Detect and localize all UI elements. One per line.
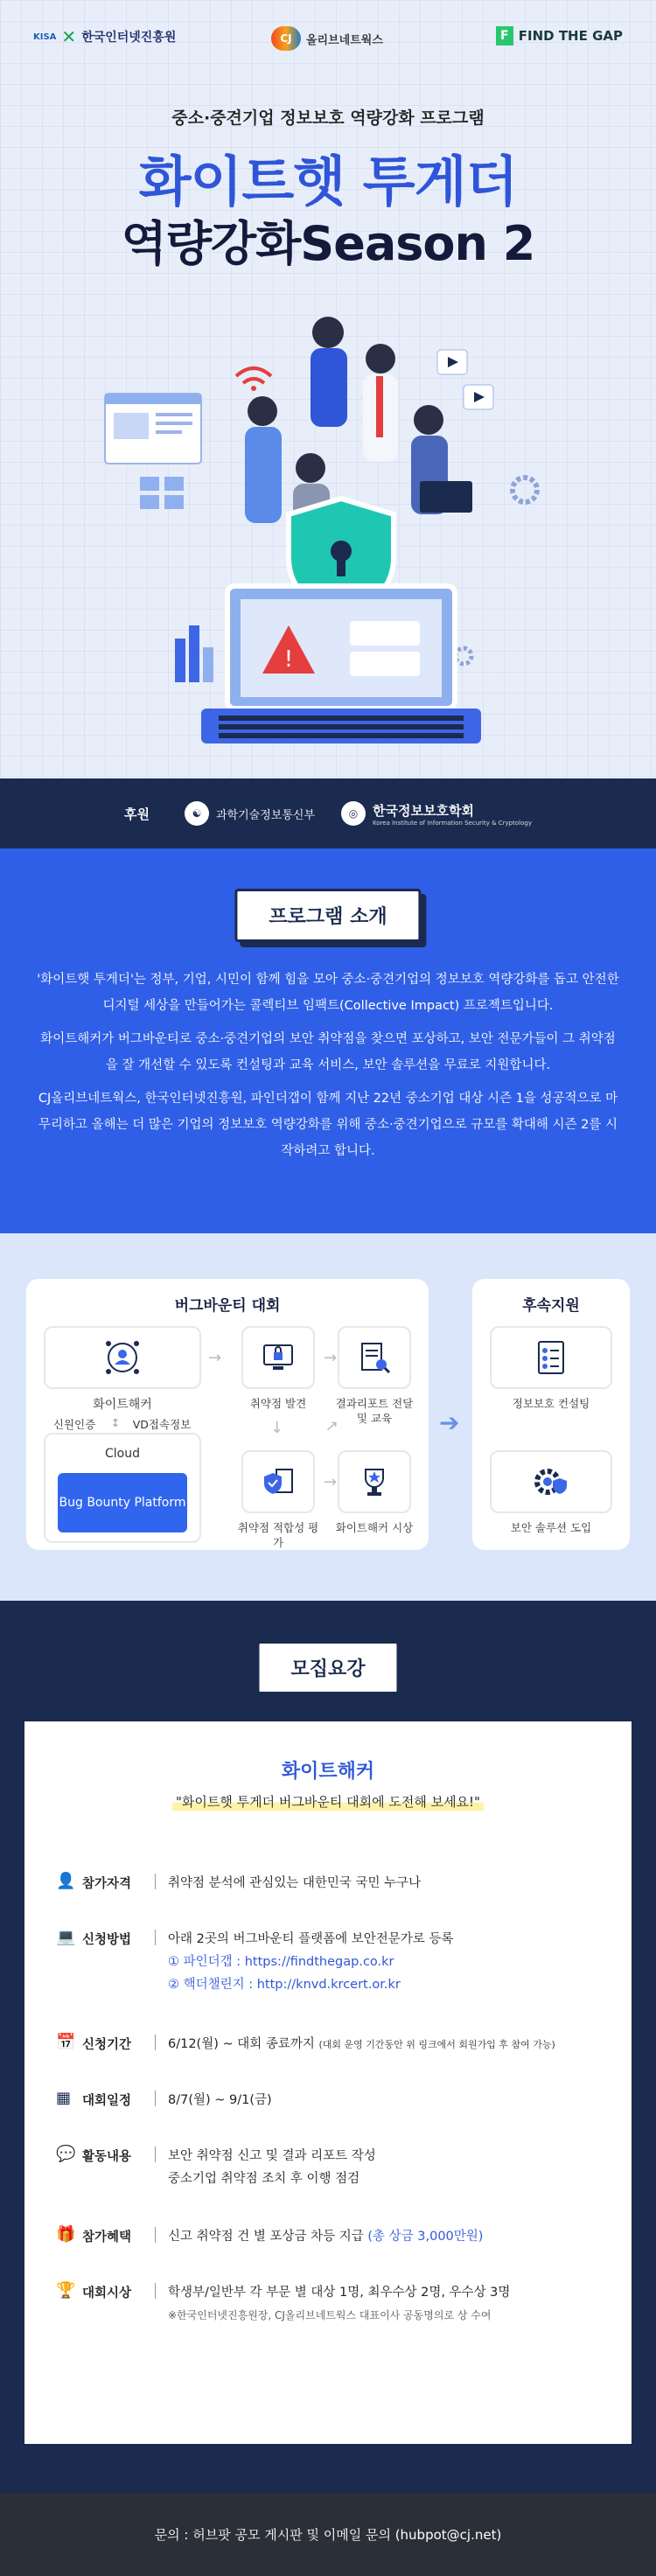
row-note: ※한국인터넷진흥원장, CJ올리브네트웍스 대표이사 공동명의로 상 수여: [168, 2309, 492, 2321]
recruit-heading: 모집요강: [256, 1641, 399, 1694]
gear-icon: [513, 478, 537, 502]
findthegap-link[interactable]: ① 파인더갭 : https://findthegap.co.kr: [168, 1955, 394, 1969]
recruit-card: [24, 1721, 632, 2444]
arrow-right-icon: →: [324, 1349, 338, 1367]
intro-paragraph: 화이트해커가 버그바운티로 중소·중견기업의 보안 취약점을 찾으면 포상하고, 보안 전문가들이 그 취약점을 잘 개선할 수 있도록 컨설팅과 교육 서비스, 보안 솔루션을 무료로 지원합니다.: [40, 1032, 616, 1072]
recruit-quote: "화이트햇 투게더 버그바운티 대회에 도전해 보세요!": [172, 1792, 484, 1811]
cj-name: 올리브네트웍스: [306, 33, 383, 47]
row-line: 8/7(월) ~ 9/1(금): [168, 2093, 272, 2107]
step-label: 화이트해커 시상: [335, 1521, 414, 1534]
sponsor-label: 후원: [124, 806, 150, 822]
monitor-lock-icon: [261, 1340, 296, 1375]
hero-illustration: [87, 289, 577, 761]
bug-bounty-platform: Bug Bounty Platform: [58, 1473, 187, 1532]
ftg-mark: F: [496, 26, 513, 45]
vuln-found-box: [241, 1326, 315, 1389]
person-icon: 👤: [56, 1872, 76, 1890]
row-line: 학생부/일반부 각 부문 별 대상 1명, 최우수상 2명, 우수상 3명: [168, 2286, 511, 2300]
findthegap-logo: [496, 26, 623, 45]
cj-logo: [271, 26, 383, 51]
row-label: 참가자격: [82, 1874, 156, 1889]
recruit-row: [56, 2089, 605, 2112]
support-label: 정보보호 컨설팅: [512, 1397, 590, 1410]
kiisc-emblem-icon: ◎: [341, 801, 366, 826]
gear-icon-small: [456, 648, 471, 664]
kisa-mark: KISA: [33, 31, 57, 42]
row-value: [156, 1928, 605, 1996]
sponsor-msit: [185, 801, 315, 826]
intro-text: [35, 967, 621, 1171]
recruit-row: [56, 1928, 605, 1996]
row-value: [156, 2089, 605, 2112]
row-value: [156, 2281, 605, 2327]
process-section: [0, 1233, 656, 1601]
hero-subtitle: 중소·중견기업 정보보호 역량강화 프로그램: [171, 108, 485, 128]
row-label: 활동내용: [82, 2147, 156, 2162]
hackthechallenge-link[interactable]: ② 핵더챌린지 : http://knvd.krcert.or.kr: [168, 1978, 401, 1992]
row-line: 아래 2곳의 버그바운티 플랫폼에 보안전문가로 등록: [168, 1932, 454, 1946]
row-value: [156, 1872, 605, 1895]
arrow-right-icon: →: [208, 1349, 222, 1367]
row-line: 취약점 분석에 관심있는 대한민국 국민 누구나: [168, 1876, 422, 1890]
cloud-box: [44, 1433, 201, 1543]
logo-bar: [0, 26, 656, 58]
trophy-icon: 🏆: [56, 2281, 76, 2300]
trophy-icon: [357, 1464, 392, 1499]
hacker-sub-left: 신원인증: [52, 1418, 96, 1431]
row-label: 대회일정: [82, 2091, 156, 2106]
folder-icons: [140, 477, 184, 509]
chat-icon: 💬: [56, 2145, 76, 2163]
sponsor-kiisc-name: 한국정보보호학회: [373, 802, 474, 819]
intro-paragraph: CJ올리브네트웍스, 한국인터넷진흥원, 파인더갭이 함께 지난 22년 중소기업 대상 시즌 1을 성공적으로 마무리하고 올해는 더 많은 기업의 정보보호 역량강화를 위해 중소·중견기업으로 규모를 확대해 시즌 2를 시작하려고 합니다.: [38, 1092, 618, 1158]
hacker-box: [44, 1326, 201, 1389]
footer: [0, 2493, 656, 2576]
row-label: 대회시상: [82, 2283, 156, 2299]
wifi-icon: [236, 368, 271, 391]
arrow-right-icon: →: [324, 1473, 338, 1491]
kisa-logo: [33, 26, 176, 47]
media-card-icons: [437, 350, 493, 409]
row-line: 보안 취약점 신고 및 결과 리포트 작성: [168, 2149, 376, 2163]
recruit-head: [24, 1756, 632, 1811]
row-line: 중소기업 취약점 조치 후 이행 점검: [168, 2172, 360, 2186]
sponsor-msit-name: 과학기술정보통신부: [216, 808, 316, 822]
row-label: 참가혜택: [82, 2227, 156, 2243]
laptop-icon: [201, 586, 481, 743]
step-label: 결과리포트 전달 및 교육: [335, 1397, 414, 1425]
laptop-icon: 💻: [56, 1928, 76, 1946]
hacker-label: 화이트해커: [93, 1398, 152, 1412]
step-label: 취약점 발견: [249, 1397, 307, 1410]
svg-text:!: !: [283, 646, 294, 673]
kisa-name: 한국인터넷진흥원: [81, 31, 177, 45]
calendar-icon: 📅: [56, 2033, 76, 2051]
checklist-icon: [532, 1338, 570, 1377]
hero-title-line2: 역량강화Season 2: [121, 216, 535, 271]
hero-section: [0, 0, 656, 778]
hacker-sub-right: VD접속정보: [132, 1418, 192, 1431]
assessment-box: [241, 1450, 315, 1513]
follow-up-card: [472, 1279, 630, 1550]
arrow-diagonal-icon: →: [321, 1414, 344, 1438]
recruit-row: [56, 2281, 605, 2327]
target-title: 화이트해커: [281, 1761, 375, 1783]
recruit-row: [56, 2145, 605, 2190]
browser-window-icon: [105, 394, 201, 464]
contact-text[interactable]: 문의 : 허브팟 공모 게시판 및 이메일 문의 (hubpot@cj.net): [154, 2527, 502, 2543]
intro-heading: 프로그램 소개: [234, 889, 421, 942]
shield-check-icon: [261, 1464, 296, 1499]
msit-emblem-icon: ☯: [185, 801, 209, 826]
row-label: 신청방법: [82, 1930, 156, 1945]
solution-box: [490, 1450, 612, 1513]
sponsor-kiisc: [341, 801, 532, 827]
bug-bounty-title: 버그바운티 대회: [174, 1297, 281, 1315]
award-box: [338, 1450, 411, 1513]
cloud-label: Cloud: [105, 1447, 140, 1461]
gear-shield-icon: [532, 1463, 570, 1501]
consulting-box: [490, 1326, 612, 1389]
row-line: 신고 취약점 건 별 포상금 차등 지급: [168, 2230, 364, 2244]
support-label: 보안 솔루션 도입: [510, 1521, 592, 1534]
report-box: [338, 1326, 411, 1389]
step-label: 취약점 적합성 평가: [237, 1521, 319, 1549]
intro-paragraph: '화이트햇 투게더'는 정부, 기업, 시민이 함께 힘을 모아 중소·중견기업의 정보보호 역량강화를 돕고 안전한 디지털 세상을 만들어가는 콜렉티브 임팩트(Collective Impact) 프로젝트입니다.: [37, 973, 619, 1013]
kisa-x-icon: ✕: [61, 26, 77, 47]
row-small: (대회 운영 기간동안 위 링크에서 회원가입 후 참여 가능): [318, 2039, 555, 2050]
chart-bars-icon: [175, 625, 213, 682]
schedule-icon: ▦: [56, 2089, 72, 2107]
recruit-section: [0, 1601, 656, 2493]
big-arrow-right-icon: ➔: [439, 1408, 460, 1437]
recruit-row: [56, 2033, 605, 2056]
sponsor-bar: [0, 778, 656, 848]
hero-title-line1: 화이트햇 투게더: [138, 150, 518, 213]
ftg-name: FIND THE GAP: [518, 28, 623, 44]
prize-total: (총 상금 3,000만원): [367, 2230, 484, 2244]
sponsor-kiisc-sub: Korea Institute of Information Security & Cryptology: [373, 819, 532, 827]
row-value: [156, 2225, 605, 2248]
recruit-row: [56, 1872, 605, 1895]
gift-icon: 🎁: [56, 2225, 76, 2244]
network-user-icon: [103, 1338, 142, 1377]
cj-mark: CJ: [271, 26, 301, 51]
recruit-row: [56, 2225, 605, 2248]
intro-section: [0, 848, 656, 1233]
updown-arrow-icon: ↕: [110, 1416, 121, 1429]
row-label: 신청기간: [82, 2035, 156, 2050]
row-value: [156, 2033, 605, 2056]
arrow-down-icon: ↓: [270, 1419, 284, 1437]
report-search-icon: [357, 1340, 392, 1375]
follow-up-title: 후속지원: [522, 1297, 580, 1315]
row-line: 6/12(월) ~ 대회 종료까지: [168, 2037, 315, 2051]
row-value: [156, 2145, 605, 2190]
bug-bounty-card: [26, 1279, 429, 1550]
